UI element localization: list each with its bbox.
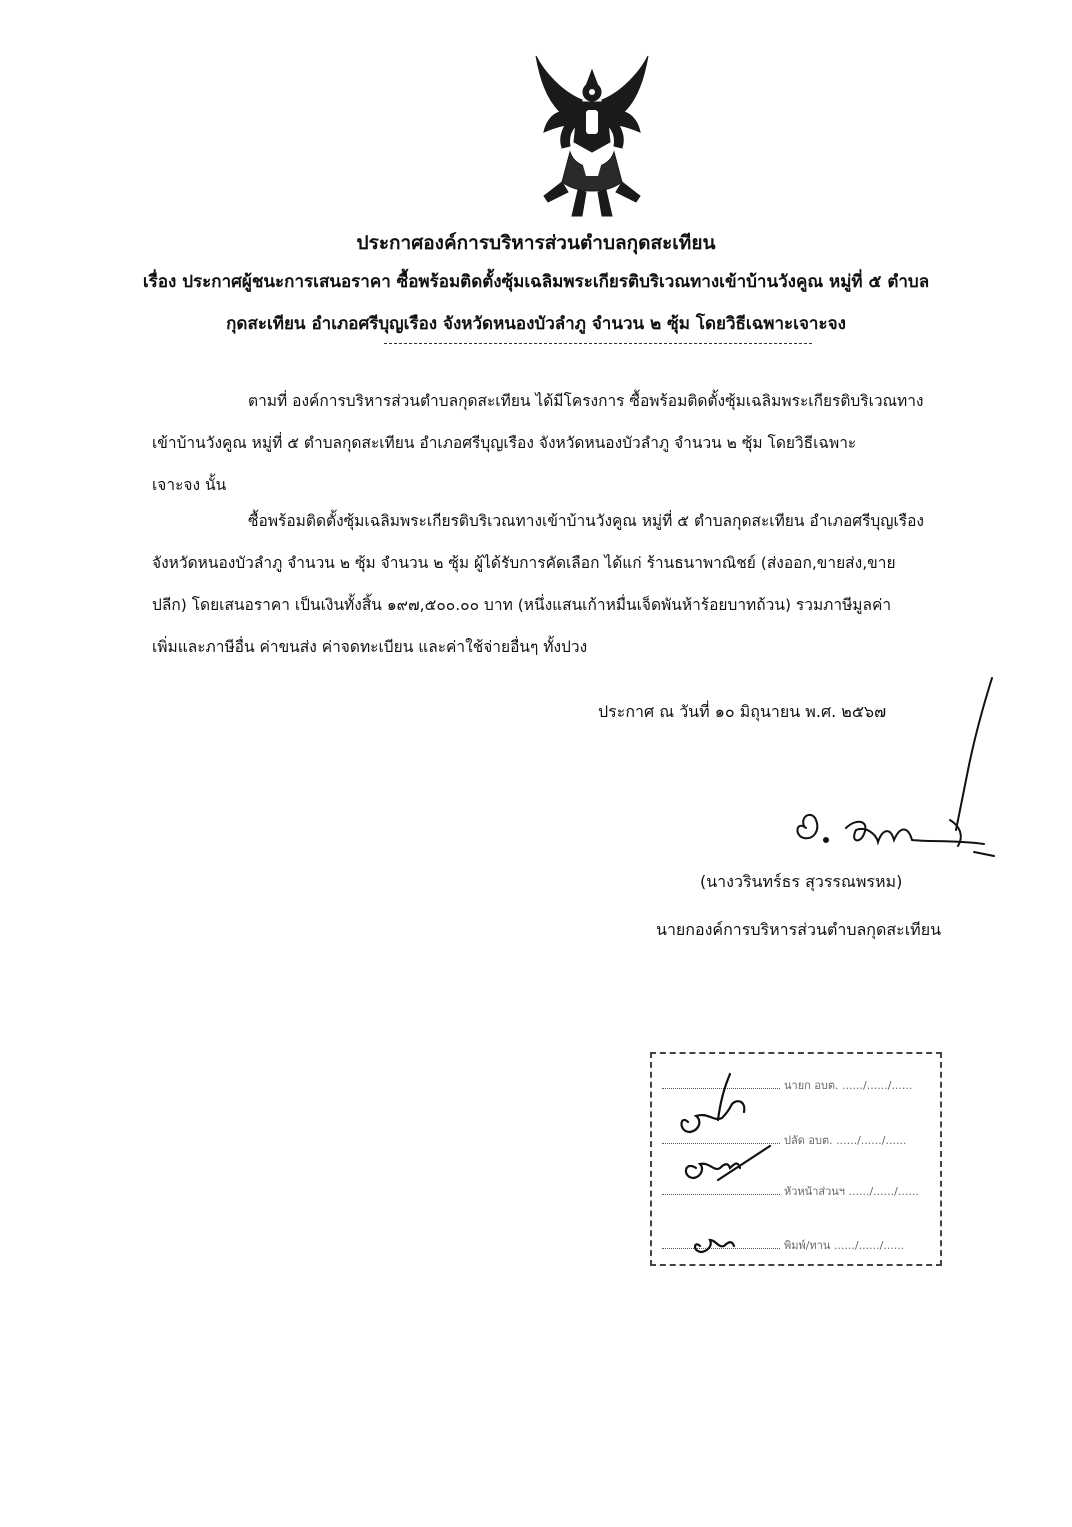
subject-line-1: เรื่อง ประกาศผู้ชนะการเสนอราคา ซื้อพร้อมติดตั้งซุ้มเฉลิมพระเกียรติบริเวณทางเข้าบ้านวังคูณ หมู่ที่ ๕ ตำบล xyxy=(142,272,930,292)
stamp-row-date: ....../....../...... xyxy=(836,1134,907,1147)
stamp-row-label: ปลัด อบต. xyxy=(784,1134,833,1147)
paragraph-1 xyxy=(152,380,923,506)
paragraph-2-line: จังหวัดหนองบัวลำภู จำนวน ๒ ซุ้ม จำนวน ๒ ซุ้ม ผู้ได้รับการคัดเลือก ได้แก่ ร้านธนาพาณิชย์ (ส่งออก,ขายส่ง,ขาย xyxy=(152,554,896,572)
paragraph-2-line: ปลีก) โดยเสนอราคา เป็นเงินทั้งสิ้น ๑๙๗,๕๐๐.๐๐ บาท (หนึ่งแสนเก้าหมื่นเจ็ดพันห้าร้อยบาทถ้วน) รวมภาษีมูลค่า xyxy=(152,596,892,614)
paragraph-1-line: เจาะจง นั้น xyxy=(152,476,227,494)
paragraph-1-line: ตามที่ องค์การบริหารส่วนตำบลกุดสะเทียน ได้มีโครงการ ซื้อพร้อมติดตั้งซุ้มเฉลิมพระเกียรติบริเวณทาง xyxy=(248,392,924,410)
stamp-row-date: ....../....../...... xyxy=(848,1185,919,1198)
stamp-row-label: พิมพ์/ทาน xyxy=(784,1239,831,1252)
title-divider xyxy=(384,343,812,344)
paragraph-2-line: เพิ่มและภาษีอื่น ค่าขนส่ง ค่าจดทะเบียน และค่าใช้จ่ายอื่นๆ ทั้งปวง xyxy=(152,638,588,656)
signer-name: (นางวรินทร์ธร สุวรรณพรหม) xyxy=(700,872,903,891)
stamp-row-label: นายก อบต. xyxy=(784,1079,839,1092)
garuda-emblem-icon xyxy=(526,52,658,220)
stamp-row-date: ....../....../...... xyxy=(833,1239,905,1252)
document-title: ประกาศองค์การบริหารส่วนตำบลกุดสะเทียน xyxy=(356,232,716,254)
stamp-row-date: ....../....../...... xyxy=(842,1079,913,1092)
announcement-date: ประกาศ ณ วันที่ ๑๐ มิถุนายน พ.ศ. ๒๕๖๗ xyxy=(598,702,887,721)
subject-line-2: กุดสะเทียน อำเภอศรีบุญเรือง จังหวัดหนองบัวลำภู จำนวน ๒ ซุ้ม โดยวิธีเฉพาะเจาะจง xyxy=(226,314,846,334)
signer-position: นายกองค์การบริหารส่วนตำบลกุดสะเทียน xyxy=(656,920,942,939)
stamp-row-label: หัวหน้าส่วนฯ xyxy=(784,1185,845,1198)
stamp-initials-image xyxy=(660,1068,820,1258)
paragraph-1-line: เข้าบ้านวังคูณ หมู่ที่ ๕ ตำบลกุดสะเทียน อำเภอศรีบุญเรือง จังหวัดหนองบัวลำภู จำนวน ๒ ซุ้ม โดยวิธีเฉพาะ xyxy=(152,434,857,452)
signature-image xyxy=(760,670,1020,880)
paragraph-2-line: ซื้อพร้อมติดตั้งซุ้มเฉลิมพระเกียรติบริเวณทางเข้าบ้านวังคูณ หมู่ที่ ๕ ตำบลกุดสะเทียน อำเภอศรีบุญเรือง xyxy=(248,512,924,530)
paragraph-2 xyxy=(152,500,924,668)
